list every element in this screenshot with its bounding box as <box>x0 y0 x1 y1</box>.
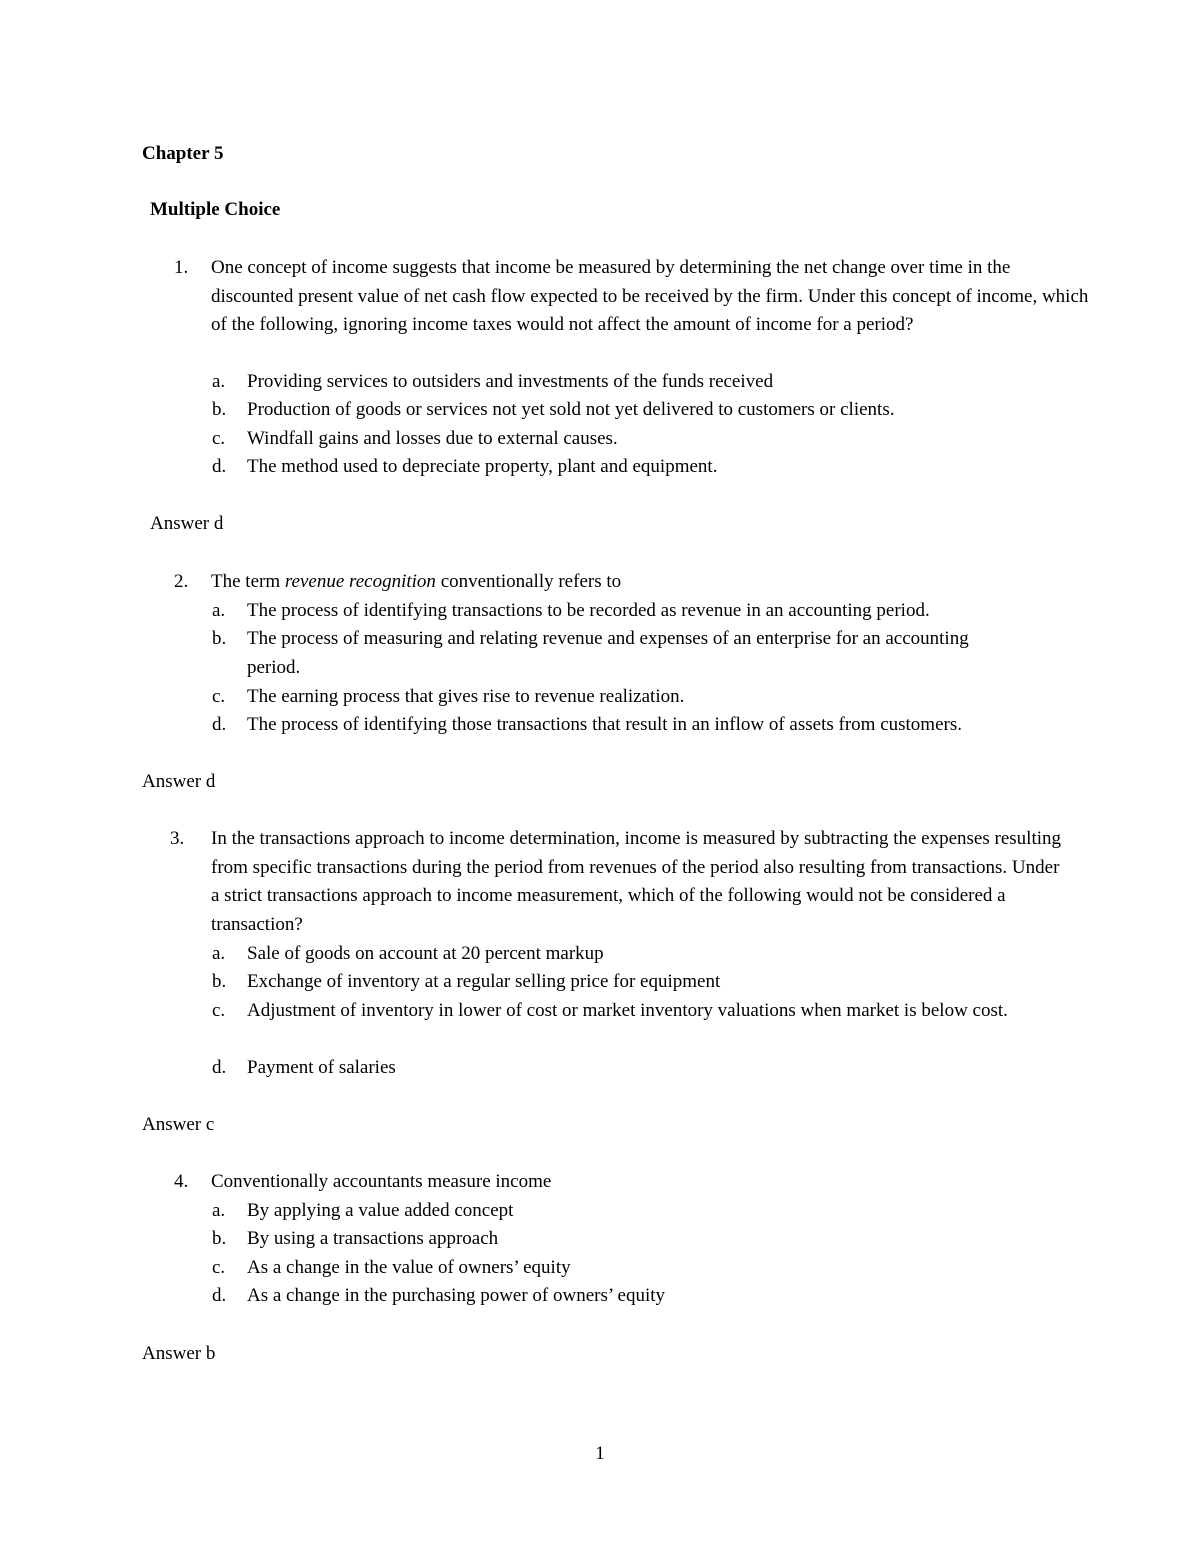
question-number: 4. <box>174 1171 189 1192</box>
option-text: By using a transactions approach <box>247 1228 499 1249</box>
option-text: Payment of salaries <box>247 1057 396 1078</box>
option-text: Providing services to outsiders and investments of the funds received <box>247 371 774 392</box>
section-title: Multiple Choice <box>150 199 281 220</box>
answer-label: Answer d <box>142 771 216 792</box>
option-text: As a change in the value of owners’ equity <box>247 1257 571 1278</box>
option-letter: d. <box>212 714 227 735</box>
question-text-italic-term: revenue recognition <box>284 571 436 592</box>
question-text: Conventionally accountants measure income <box>211 1171 552 1192</box>
option-letter: a. <box>212 1200 226 1221</box>
option-letter: c. <box>212 428 226 449</box>
option-letter: a. <box>212 600 226 621</box>
page-number: 1 <box>595 1443 605 1464</box>
question-text <box>211 568 1091 597</box>
question-text: One concept of income suggests that income be measured by determining the net change over time in the discounted present value of net cash flow expected to be received by the firm. Under this concept of income, which of the following, ignoring income taxes would not affect the amount of income for a period? <box>211 257 1089 336</box>
question-number: 2. <box>174 571 189 592</box>
answer-label: Answer c <box>142 1114 215 1135</box>
answer-label: Answer d <box>150 513 224 534</box>
option-letter: b. <box>212 399 227 420</box>
option-text: Production of goods or services not yet sold not yet delivered to customers or clients. <box>247 399 895 420</box>
option-letter: d. <box>212 1057 227 1078</box>
option-text: Sale of goods on account at 20 percent markup <box>247 943 604 964</box>
question-text-start: The term <box>211 571 285 592</box>
option-letter: c. <box>212 686 226 707</box>
question-text: In the transactions approach to income determination, income is measured by subtracting the expenses resulting from specific transactions during the period from revenues of the period also resulting from transactions. Under a strict transactions approach to income measurement, which of the following would not be considered a transaction? <box>211 828 1061 935</box>
question-number: 3. <box>170 828 185 849</box>
option-text: The earning process that gives rise to revenue realization. <box>247 686 685 707</box>
question-number: 1. <box>174 257 189 278</box>
option-text: As a change in the purchasing power of owners’ equity <box>247 1285 666 1306</box>
option-letter: a. <box>212 943 226 964</box>
option-text: The process of identifying those transactions that result in an inflow of assets from customers. <box>247 714 962 735</box>
option-letter: d. <box>212 456 227 477</box>
option-text: Exchange of inventory at a regular selling price for equipment <box>247 971 721 992</box>
option-text: The method used to depreciate property, plant and equipment. <box>247 456 718 477</box>
option-text: By applying a value added concept <box>247 1200 514 1221</box>
option-text: Adjustment of inventory in lower of cost or market inventory valuations when market is below cost. <box>247 1000 1008 1021</box>
answer-label: Answer b <box>142 1343 216 1364</box>
option-text: Windfall gains and losses due to external causes. <box>247 428 618 449</box>
option-letter: b. <box>212 1228 227 1249</box>
option-letter: a. <box>212 371 226 392</box>
chapter-title: Chapter 5 <box>142 143 224 164</box>
option-letter: c. <box>212 1000 226 1021</box>
option-letter: b. <box>212 628 227 649</box>
question-text-end: conventionally refers to <box>435 571 622 592</box>
option-letter: c. <box>212 1257 226 1278</box>
option-letter: d. <box>212 1285 227 1306</box>
option-text: The process of identifying transactions to be recorded as revenue in an accounting period. <box>247 600 930 621</box>
option-text: The process of measuring and relating revenue and expenses of an enterprise for an accounting period. <box>247 628 969 678</box>
option-letter: b. <box>212 971 227 992</box>
